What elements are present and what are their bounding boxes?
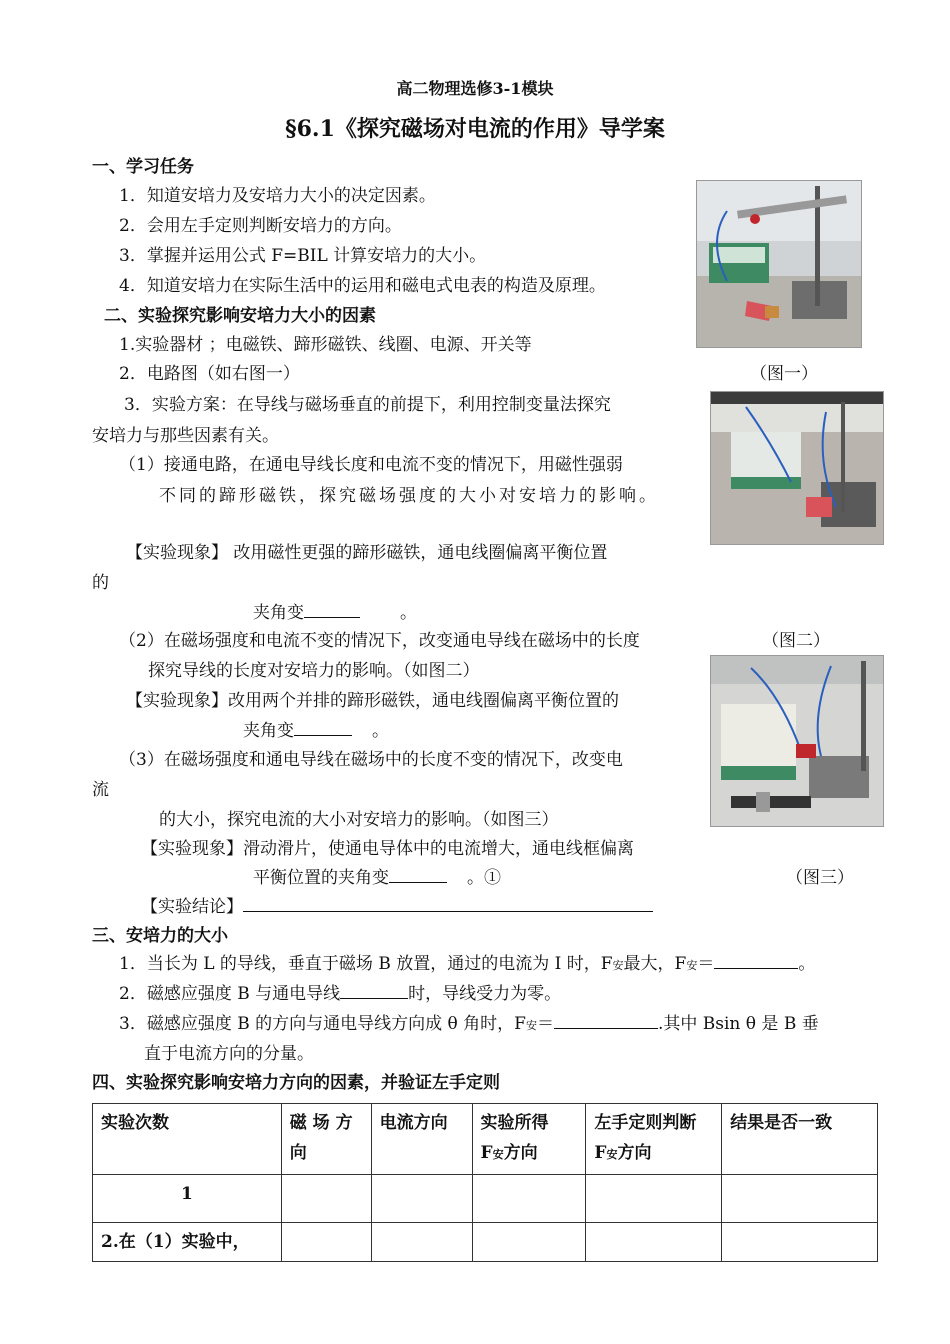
row2-cell[interactable] (472, 1223, 586, 1262)
formula2-text-b: 时，导线受力为零。 (408, 984, 562, 1004)
header-rule-b-sub: 安 (606, 1148, 618, 1161)
part2-line-a: （2）在磁场强度和电流不变的情况下，改变通电导线在磁场中的长度 (119, 631, 640, 651)
table-header-row (93, 1104, 878, 1175)
conclusion-blank[interactable] (243, 895, 653, 912)
section3-heading: 三、安培力的大小 (92, 926, 228, 946)
task-item-4: 4．知道安培力在实际生活中的运用和磁电式电表的构造及原理。 (119, 276, 606, 296)
observation2-line-a: 【实验现象】改用两个并排的蹄形磁铁，通电线圈偏离平衡位置的 (126, 691, 619, 711)
formula1-blank[interactable] (714, 952, 798, 969)
formula3-sub: 安 (525, 1019, 537, 1032)
figure2-photo (710, 391, 884, 545)
formula1-text-c: ＝ (697, 954, 715, 974)
part1-line-b: 不同的蹄形磁铁，探究磁场强度的大小对安培力的影响。 (159, 486, 659, 506)
row1-cell[interactable] (281, 1175, 371, 1223)
formula1-end: 。 (798, 954, 816, 974)
formula-line-1 (119, 949, 815, 974)
formula-line-3b: 直于电流方向的分量。 (144, 1044, 314, 1064)
observation3-label: 平衡位置的夹角变 (253, 868, 389, 888)
row1-trial: 1 (93, 1175, 282, 1223)
header-measured-b-pre: F (480, 1143, 493, 1163)
formula-line-3 (119, 1009, 819, 1034)
formula2-text-a: 2．磁感应强度 B 与通电导线 (119, 984, 341, 1004)
observation1-blank[interactable] (304, 601, 360, 618)
circuit-line: 2．电路图（如右图一） (119, 364, 300, 384)
header-consistent: 结果是否一致 (722, 1104, 878, 1175)
table-row (93, 1223, 878, 1262)
header-field-direction (281, 1104, 371, 1175)
formula2-blank[interactable] (340, 982, 408, 999)
formula1-sub-b: 安 (686, 959, 698, 972)
observation3-end: 。① (467, 868, 501, 888)
part3-line-b: 流 (92, 780, 109, 800)
formula3-blank[interactable] (554, 1012, 658, 1029)
task-item-2: 2．会用左手定则判断安培力的方向。 (119, 216, 402, 236)
header-field-a: 磁 场 方 (289, 1113, 353, 1133)
row2-cell[interactable] (722, 1223, 878, 1262)
row1-cell[interactable] (722, 1175, 878, 1223)
figure1-caption: （图一） (750, 364, 818, 384)
observation3-blank[interactable] (389, 866, 447, 883)
course-title: 高二物理选修3-1模块 (396, 79, 554, 98)
observation2-end: 。 (372, 721, 389, 741)
equipment-line: 1.实验器材 ；电磁铁、蹄形磁铁、线圈、电源、开关等 (119, 335, 532, 355)
observation1-line-c (253, 598, 417, 623)
formula-line-2 (119, 979, 561, 1004)
plan-line-b: 安培力与那些因素有关。 (92, 426, 279, 446)
observation1-line-a: 【实验现象】 改用磁性更强的蹄形磁铁，通电线圈偏离平衡位置 (126, 543, 608, 563)
header-rule-a: 左手定则判断 (594, 1113, 697, 1133)
observation2-blank[interactable] (294, 719, 352, 736)
part1-line-a: （1）接通电路，在通电导线长度和电流不变的情况下，用磁性强弱 (119, 455, 623, 475)
experiment-table (92, 1103, 878, 1262)
header-field-b: 向 (289, 1143, 307, 1163)
section4-heading: 四、实验探究影响安培力方向的因素，并验证左手定则 (92, 1073, 500, 1093)
row2-cell[interactable] (281, 1223, 371, 1262)
header-measured-b-sub: 安 (492, 1148, 504, 1161)
header-measured-a: 实验所得 (480, 1113, 549, 1133)
row1-cell[interactable] (586, 1175, 722, 1223)
formula1-sub-a: 安 (612, 959, 624, 972)
header-current-direction: 电流方向 (371, 1104, 472, 1175)
conclusion-line (141, 892, 653, 917)
figure2-caption: （图二） (762, 631, 830, 651)
observation1-end: 。 (400, 603, 417, 623)
part3-line-a: （3）在磁场强度和通电导线在磁场中的长度不变的情况下，改变电 (119, 750, 623, 770)
observation2-label: 夹角变 (243, 721, 294, 741)
figure3-caption: （图三） (786, 868, 854, 888)
row2-cell[interactable] (371, 1223, 472, 1262)
header-measured-b-post: 方向 (503, 1143, 538, 1163)
page-title: §6.1《探究磁场对电流的作用》导学案 (285, 116, 665, 142)
formula3-text-b: ＝ (536, 1014, 554, 1034)
header-rule-b-post: 方向 (617, 1143, 652, 1163)
observation3-line-a: 【实验现象】滑动滑片，使通电导体中的电流增大，通电线框偏离 (141, 839, 634, 859)
part2-line-b: 探究导线的长度对安培力的影响。（如图二） (148, 661, 480, 681)
task-item-1: 1．知道安培力及安培力大小的决定因素。 (119, 186, 436, 206)
formula3-text-a: 3．磁感应强度 B 的方向与通电导线方向成 θ 角时，F (119, 1014, 526, 1034)
table-row (93, 1175, 878, 1223)
row1-cell[interactable] (472, 1175, 586, 1223)
observation2-line-b (243, 716, 389, 741)
figure1-photo (696, 180, 862, 348)
observation1-label: 夹角变 (253, 603, 304, 623)
observation3-line-b (253, 863, 501, 888)
task-item-3: 3．掌握并运用公式 F=BIL 计算安培力的大小。 (119, 246, 487, 266)
header-measured-force (472, 1104, 586, 1175)
section1-heading: 一、学习任务 (92, 157, 194, 177)
header-left-hand-rule (586, 1104, 722, 1175)
plan-line-a: 3．实验方案：在导线与磁场垂直的前提下，利用控制变量法探究 (124, 395, 611, 415)
row2-trial: 2.在（1）实验中， (93, 1223, 282, 1262)
observation1-line-b: 的 (92, 573, 109, 593)
formula3-text-c: .其中 Bsin θ 是 B 垂 (657, 1014, 819, 1034)
row2-cell[interactable] (586, 1223, 722, 1262)
figure3-photo (710, 655, 884, 827)
section2-heading: 二、实验探究影响安培力大小的因素 (104, 306, 376, 326)
conclusion-label: 【实验结论】 (141, 897, 243, 917)
part3-line-c: 的大小，探究电流的大小对安培力的影响。（如图三） (159, 810, 559, 830)
formula1-text-a: 1．当长为 L 的导线，垂直于磁场 B 放置，通过的电流为 I 时，F (119, 954, 613, 974)
formula1-text-b: 最大，F (623, 954, 687, 974)
row1-cell[interactable] (371, 1175, 472, 1223)
header-rule-b-pre: F (594, 1143, 607, 1163)
header-trial: 实验次数 (93, 1104, 282, 1175)
